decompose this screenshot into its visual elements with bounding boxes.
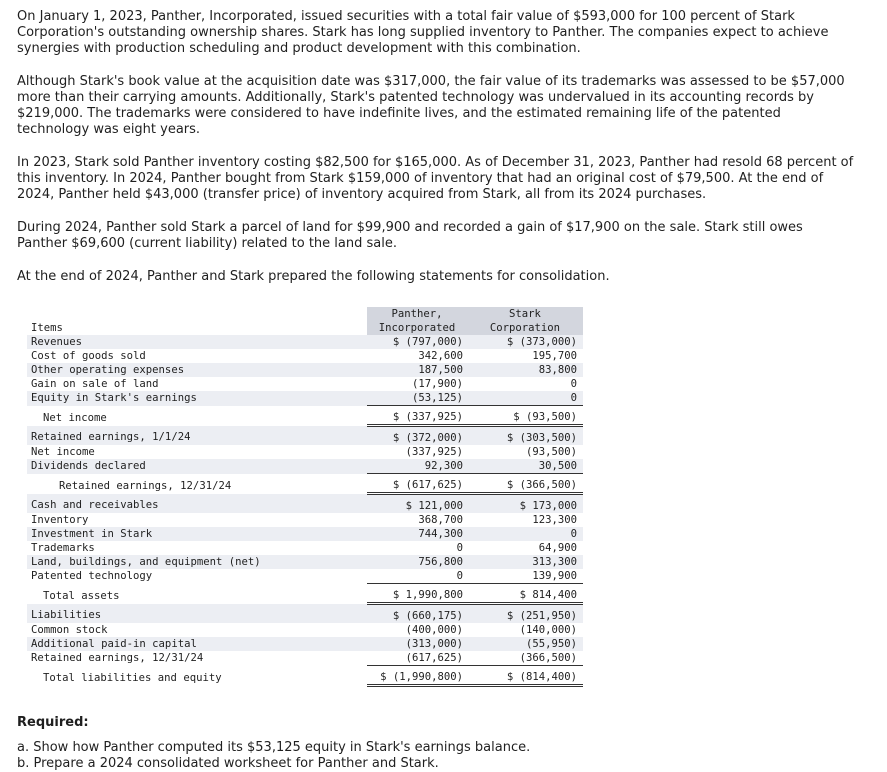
table-row: Retained earnings, 1/1/24 $ (372,000) $ (303,500) — [27, 426, 583, 446]
required-heading: Required: — [17, 715, 89, 730]
table-row: Cost of goods sold 342,600 195,700 — [31, 350, 577, 362]
table-row: Revenues $ (797,000) $ (373,000) — [27, 335, 583, 349]
paragraph-inventory-transfers: In 2023, Stark sold Panther inventory costing $82,500 for $165,000. As of December 31, 2023, Panther had resold 68 percent of this inventory. In 2024, Panther bought from Stark $159,000 of inventory that had an original cost of $79,500. At the end of 2024, Panther held $43,000 (transfer price) of inventory acquired from Stark, all from its 2024 purchases. — [17, 155, 854, 202]
header-stark-line1: Stark — [469, 307, 583, 321]
header-panther-line2: Incorporated — [367, 321, 469, 335]
table-row: Common stock (400,000) (140,000) — [31, 624, 577, 636]
required-item-a: a. Show how Panther computed its $53,125 equity in Stark's earnings balance. — [17, 740, 531, 755]
table-row: Trademarks 0 64,900 — [31, 542, 577, 554]
paragraph-fair-value: Although Stark's book value at the acquisition date was $317,000, the fair value of its trademarks was assessed to be $57,000 more than their carrying amounts. Additionally, Stark's patented technology was undervalued in its accounting records by $219,000. The trademarks were considered to have indefinite lives, and the estimated remaining life of the patented technology was eight years. — [17, 74, 845, 137]
header-stark-line2: Corporation — [469, 321, 583, 335]
table-row: Investment in Stark 744,300 0 — [27, 527, 583, 541]
financial-statements-table — [27, 307, 583, 687]
table-row: Equity in Stark's earnings (53,125) 0 — [27, 391, 583, 406]
required-item-b: b. Prepare a 2024 consolidated worksheet for Panther and Stark. — [17, 756, 439, 771]
table-row-total-assets: Total assets $ 1,990,800 $ 814,400 — [27, 584, 583, 604]
table-row-total-liabilities-equity: Total liabilities and equity $ (1,990,800) $ (814,400) — [27, 666, 583, 686]
table-row: Inventory 368,700 123,300 — [31, 514, 577, 526]
table-row: Net income (337,925) (93,500) — [31, 446, 577, 458]
table-row: Land, buildings, and equipment (net) 756,800 313,300 — [27, 555, 583, 569]
table-row: Gain on sale of land (17,900) 0 — [31, 378, 577, 390]
table-row: Additional paid-in capital (313,000) (55,950) — [27, 637, 583, 651]
paragraph-acquisition: On January 1, 2023, Panther, Incorporated, issued securities with a total fair value of $593,000 for 100 percent of Stark Corporation's outstanding ownership shares. Stark has long supplied inventory to Panther. The companies expect to achieve synergies with production scheduling and product development with this combination. — [17, 9, 829, 56]
table-header-row-2 — [27, 321, 583, 335]
table-row: Patented technology 0 139,900 — [31, 570, 577, 583]
paragraph-land-sale: During 2024, Panther sold Stark a parcel of land for $99,900 and recorded a gain of $17,900 on the sale. Stark still owes Panther $69,600 (current liability) related to the land sale. — [17, 220, 803, 251]
table-header-row-1 — [27, 307, 583, 321]
header-items: Items — [27, 321, 367, 335]
table-row: Dividends declared 92,300 30,500 — [27, 459, 583, 474]
table-row: Other operating expenses 187,500 83,800 — [27, 363, 583, 377]
paragraph-statements-intro: At the end of 2024, Panther and Stark prepared the following statements for consolidation. — [17, 269, 610, 284]
table-row: Liabilities $ (660,175) $ (251,950) — [27, 604, 583, 624]
table-row: Retained earnings, 12/31/24 (617,625) (366,500) — [31, 652, 577, 665]
table-row-net-income: Net income $ (337,925) $ (93,500) — [27, 406, 583, 426]
table-row: Cash and receivables $ 121,000 $ 173,000 — [27, 494, 583, 514]
table-row-retained-earnings-end: Retained earnings, 12/31/24 $ (617,625) $ (366,500) — [27, 474, 583, 494]
header-panther-line1: Panther, — [367, 307, 469, 321]
